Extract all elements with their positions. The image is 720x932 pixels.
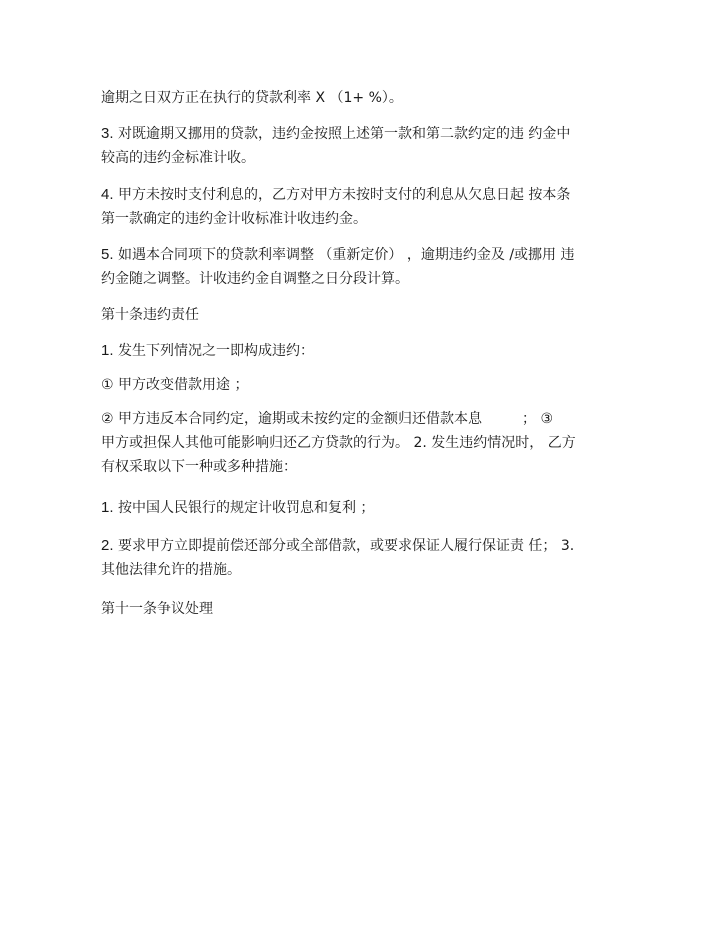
section-heading-10 (101, 303, 621, 327)
paragraph-text: 对既逾期又挪用的贷款，违约金按照上述第一款和第二款约定的违 约金中 (113, 126, 571, 142)
paragraph-overdue-rate (101, 86, 621, 110)
item-number: 1. (101, 499, 114, 516)
paragraph-text: 甲方未按时支付利息的，乙方对甲方未按时支付的利息从欠息日起 按本条 (113, 187, 571, 203)
paragraph-breach-intro (101, 339, 621, 363)
paragraph-line (101, 496, 621, 520)
paragraph-line (101, 407, 621, 431)
paragraph-text: ； ③ (522, 411, 554, 427)
paragraph-item-4 (101, 183, 621, 231)
paragraph-item-3 (101, 122, 621, 170)
item-number: 5. (101, 246, 114, 263)
paragraph-text: 有权采取以下一种或多种措施： (101, 459, 297, 475)
paragraph-breach-2 (101, 407, 621, 479)
item-number: 4. (101, 186, 114, 203)
paragraph-text: 如遇本合同项下的贷款利率调整 （重新定价） ，逾期违约金及 /或挪用 违 (113, 247, 575, 263)
paragraph-line (101, 122, 621, 146)
paragraph-text: 按中国人民银行的规定计收罚息和复利 ； (113, 500, 375, 516)
paragraph-line (101, 339, 621, 363)
section-heading-11 (101, 597, 621, 621)
item-number: 3. (101, 125, 114, 142)
paragraph-line (101, 534, 621, 558)
paragraph-breach-1 (101, 373, 621, 397)
item-number: 1. (101, 342, 114, 359)
paragraph-text: ① 甲方改变借款用途 ； (101, 377, 249, 393)
heading-text: 第十条违约责任 (101, 307, 199, 323)
heading-text: 第十一条争议处理 (101, 601, 213, 617)
paragraph-measure-1 (101, 496, 621, 520)
paragraph-line (101, 183, 621, 207)
item-number: 2. (101, 537, 114, 554)
paragraph-text: 要求甲方立即提前偿还部分或全部借款，或要求保证人履行保证责 任； 3. (113, 538, 575, 554)
paragraph-text: 其他法律允许的措施。 (101, 562, 241, 578)
paragraph-text: 发生下列情况之一即构成违约： (113, 343, 314, 359)
paragraph-text: 约金随之调整。计收违约金自调整之日分段计算。 (101, 271, 409, 287)
paragraph-item-5 (101, 243, 621, 291)
paragraph-text: 甲方或担保人其他可能影响归还乙方贷款的行为。 2. 发生违约情况时， 乙方 (101, 435, 576, 451)
paragraph-line (101, 243, 621, 267)
paragraph-measure-2 (101, 534, 621, 582)
paragraph-text: ② 甲方违反本合同约定，逾期或未按约定的金额归还借款本息 (101, 411, 482, 427)
paragraph-text: 较高的违约金标准计收。 (101, 150, 255, 166)
paragraph-text: 第一款确定的违约金计收标准计收违约金。 (101, 211, 367, 227)
paragraph-text: 逾期之日双方正在执行的贷款利率 X （1+ %）。 (101, 90, 403, 106)
